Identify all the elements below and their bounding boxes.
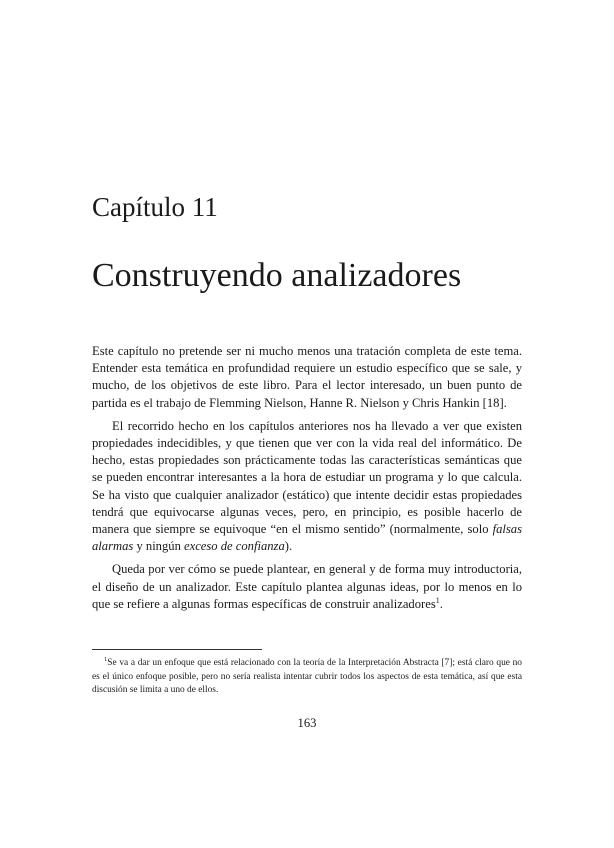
footnote-text: Se va a dar un enfoque que está relacionado con la teoría de la Interpretación Abstracta [7]; está claro que no es el único enfoque posible, pero no sería realista intentar cubrir todos los aspectos de esta temática, así que esta discusión se limita a uno de ellos. [92, 658, 522, 696]
paragraph-text: ). [284, 539, 293, 554]
footnote-paragraph [92, 657, 522, 698]
paragraph-intro: Este capítulo no pretende ser ni mucho menos una tratación completa de este tema. Entender esta temática en profundidad requiere un estudio específico que se sale, y mucho, de los objetivos de este libro. Para el lector interesado, un buen punto de partida es el trabajo de Flemming Nielson, Hanne R. Nielson y Chris Hankin [18]. [92, 344, 522, 410]
footnote [92, 657, 522, 698]
footnote-divider [92, 649, 262, 650]
paragraph-outline [92, 561, 522, 613]
footnote-mark: 1 [104, 655, 108, 663]
paragraph-undecidable [92, 418, 522, 556]
page-number: 163 [297, 716, 317, 730]
footnote-reference[interactable]: 1 [435, 595, 440, 605]
paragraph-text: y ningún [133, 539, 185, 554]
paragraph-text: Queda por ver cómo se puede plantear, en general y de forma muy introductoria, el diseño de un analizador. Este capítulo plantea algunas ideas, por lo menos en lo que se refiere a algunas formas específicas de construir analizadores [92, 562, 522, 611]
body-text [92, 343, 522, 619]
italic-term-false-alarms: falsas alarmas [92, 522, 522, 554]
chapter-label: Capítulo 11 [92, 192, 218, 222]
paragraph-text: . [439, 596, 443, 611]
italic-term-overconfidence: exceso de confianza [184, 539, 285, 554]
chapter-title: Construyendo analizadores [92, 257, 462, 294]
paragraph-text: El recorrido hecho en los capítulos anteriores nos ha llevado a ver que existen propiedades indecidibles, y que tienen que ver con la vida real del informático. De hecho, estas propiedades son prácticamente todas las características semánticas que se pueden encontrar interesantes a la hora de estudiar un programa y lo que calcula. Se ha visto que cualquier analizador (estático) que intente decidir estas propiedades tendrá que equivocarse algunas veces, pero, en principio, es posible hacerlo de manera que siempre se equivoque “en el mismo sentido” (normalmente, solo [92, 418, 522, 537]
